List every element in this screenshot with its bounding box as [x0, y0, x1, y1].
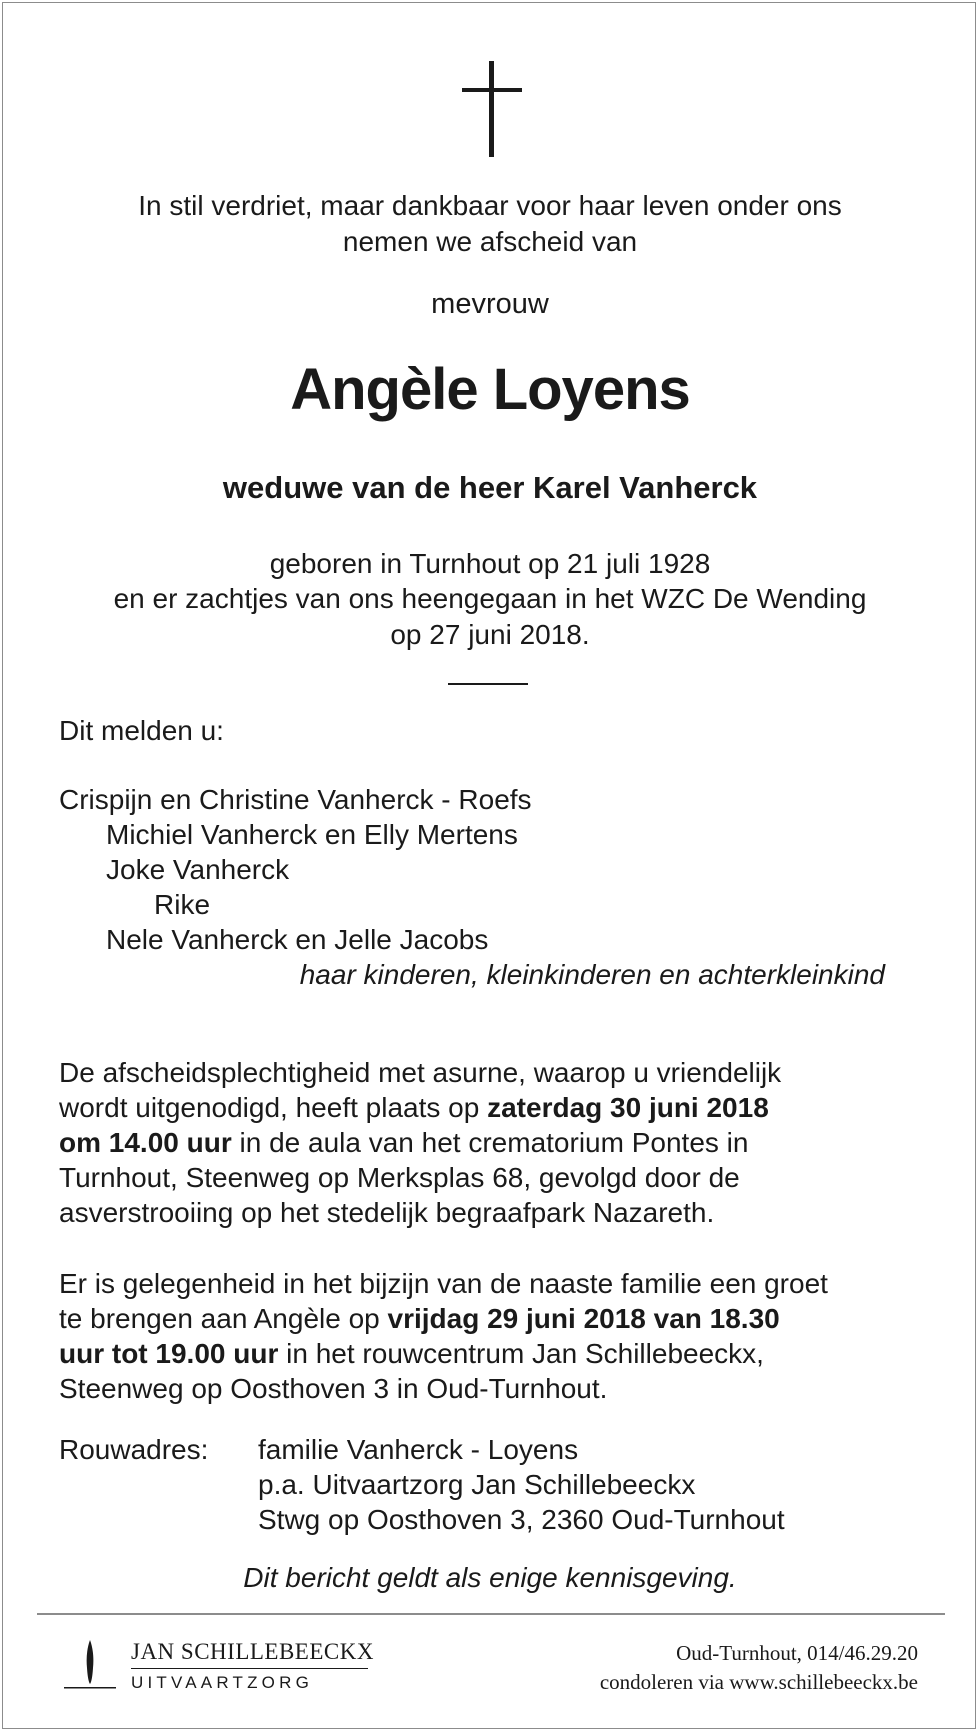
- died-line: en er zachtjes van ons heengegaan in het WZC De Wending: [113, 583, 867, 614]
- family-intro: Dit melden u:: [59, 715, 224, 746]
- ceremony-line: om 14.00 uur in de aula van het crematorium Pontes in: [59, 1127, 749, 1158]
- address-label: Rouwadres:: [59, 1434, 209, 1465]
- intro-line-1: In stil verdriet, maar dankbaar voor haar leven onder ons: [138, 190, 842, 221]
- visitation-line: te brengen aan Angèle op vrijdag 29 juni 2018 van 18.30: [59, 1303, 780, 1334]
- visitation-line: Steenweg op Oosthoven 3 in Oud-Turnhout.: [59, 1373, 608, 1404]
- intro-line-2: nemen we afscheid van: [342, 226, 638, 257]
- ceremony-line: Turnhout, Steenweg op Merksplas 68, gevolgd door de: [59, 1162, 740, 1193]
- widow-of: weduwe van de heer Karel Vanherck: [222, 470, 758, 505]
- family-member: Rike: [154, 889, 211, 920]
- born-line: geboren in Turnhout op 21 juli 1928: [269, 548, 711, 579]
- visitation-line: Er is gelegenheid in het bijzijn van de naaste familie een groet: [59, 1268, 828, 1299]
- died-date-line: op 27 juni 2018.: [390, 619, 590, 650]
- address-line: Stwg op Oosthoven 3, 2360 Oud-Turnhout: [258, 1504, 785, 1535]
- divider: [448, 683, 528, 685]
- visitation-line: uur tot 19.00 uur in het rouwcentrum Jan Schillebeeckx,: [59, 1338, 764, 1369]
- family-member: Nele Vanherck en Jelle Jacobs: [106, 924, 489, 955]
- ceremony-line: asverstrooiing op het stedelijk begraafpark Nazareth.: [59, 1197, 715, 1228]
- notice: Dit bericht geldt als enige kennisgeving.: [243, 1562, 737, 1593]
- deceased-name: Angèle Loyens: [290, 357, 690, 422]
- visitation-paragraph: [59, 1266, 939, 1406]
- address-line: familie Vanherck - Loyens: [258, 1434, 579, 1465]
- address-line: p.a. Uitvaartzorg Jan Schillebeeckx: [258, 1469, 696, 1500]
- family-member: Crispijn en Christine Vanherck - Roefs: [59, 784, 532, 815]
- family-member: Joke Vanherck: [106, 854, 290, 885]
- logo-name: JAN SCHILLEBEECKX: [131, 1639, 374, 1664]
- cross-icon: [462, 61, 522, 157]
- family-relation: haar kinderen, kleinkinderen en achterkleinkind: [299, 959, 885, 990]
- ceremony-line: De afscheidsplechtigheid met asurne, waarop u vriendelijk: [59, 1057, 782, 1088]
- cypress-tree-icon: [60, 1638, 120, 1690]
- title-prefix: mevrouw: [431, 288, 549, 320]
- logo-divider: [131, 1668, 368, 1669]
- ceremony-line: wordt uitgenodigd, heeft plaats op zaterdag 30 juni 2018: [59, 1092, 769, 1123]
- footer-divider: [37, 1613, 945, 1615]
- ceremony-paragraph: [59, 1055, 939, 1230]
- family-member: Michiel Vanherck en Elly Mertens: [106, 819, 518, 850]
- condolence-link[interactable]: condoleren via www.schillebeeckx.be: [599, 1670, 918, 1694]
- logo-subtitle: UITVAARTZORG: [131, 1673, 314, 1692]
- contact-line: Oud-Turnhout, 014/46.29.20: [676, 1641, 918, 1665]
